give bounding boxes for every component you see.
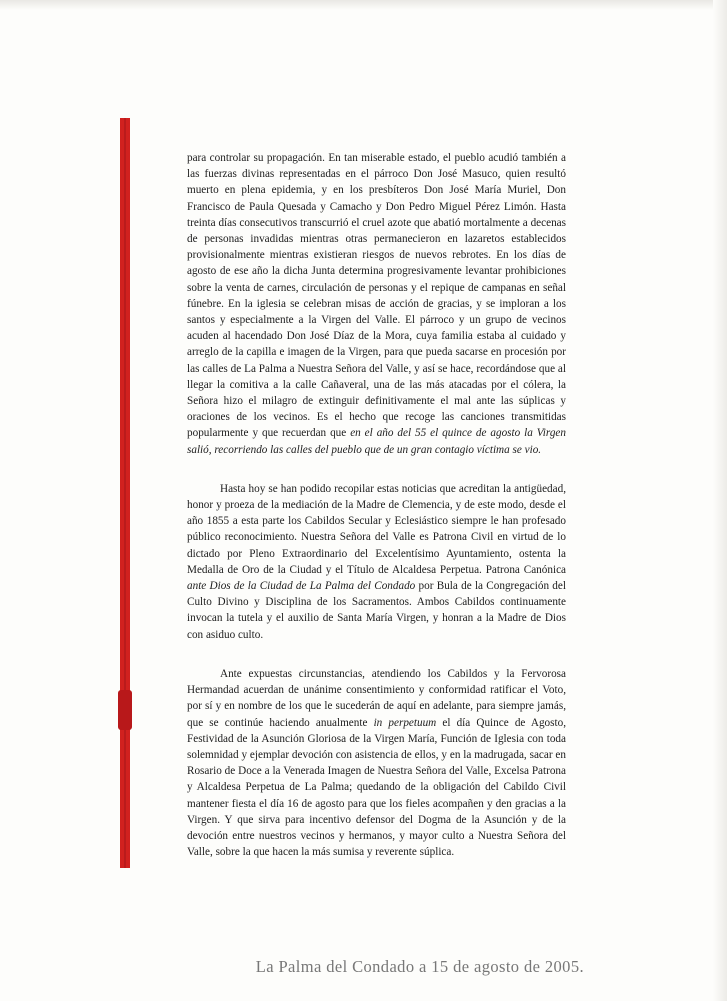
paragraph-1 [187,150,566,458]
page-edge-shadow [0,0,727,10]
paragraph-1-quote: en el año del 55 el quince de agosto la Virgen salió, recorriendo las calles del pueblo que de un gran contagio víctima se vio. [187,427,566,456]
paragraph-3-italic: in perpetuum [373,716,437,729]
paragraph-3 [187,666,566,860]
ribbon-shade [124,118,126,868]
paragraph-1-text: para controlar su propagación. En tan miserable estado, el pueblo acudió también a las fuerzas divinas representadas en el párroco Don José Masuco, quien resultó muerto en plena epidemia, y en los presbíteros Don José María Muriel, Don Francisco de Paula Quesada y Camacho y Don Pedro Miguel Pérez Limón. Hasta treinta días consecutivos transcurrió el cruel azote que abatió mortalmente a decenas de personas invadidas mientras otras permanecieron en lazaretos establecidos provisionalmente mientras existieran riesgos de nuevos rebrotes. En los días de agosto de ese año la dicha Junta determina progresivamente levantar prohibiciones sobre la venta de carnes, circulación de personas y el repique de campanas en señal fúnebre. En la iglesia se celebran misas de acción de gracias, y se imploran a los santos y especialmente a la Virgen del Valle. El párroco y un grupo de vecinos acuden al hacendado Don José Díaz de la Mora, cuya familia estaba al cuidado y arreglo de la capilla e imagen de la Virgen, para que pueda sacarse en procesión por las calles de La Palma a Nuestra Señora del Valle, y así se hace, recordándose que al llegar la comitiva a la calle Cañaveral, una de las más atacadas por el cólera, la Señora hizo el milagro de extinguir definitivamente el mal ante las súplicas y oraciones de los vecinos. Es el hecho que recoge las canciones transmitidas popularmente y que recuerdan que [187,152,566,440]
paragraph-2 [187,481,566,643]
paragraph-3-text-b: el día Quince de Agosto, Festividad de la Asunción Gloriosa de la Virgen María, Función de Iglesia con toda solemnidad y ejemplar devoción con asistencia de ellos, y en la madrugada, sacar en Rosario de Doce a la Venerada Imagen de Nuestra Señora del Valle, Excelsa Patrona y Alcaldesa Perpetua de La Palma; quedando de la obligación del Cabildo Civil mantener fiesta el día 16 de agosto para que los fieles acompañen y den gracias a la Virgen. Y que sirva para incentivo defensor del Dogma de la Asunción y de la devoción entre nuestros vecinos y hermanos, y mayor culto a Nuestra Señora del Valle, sobre la que hacen la más sumisa y reverente súplica. [187,716,567,859]
paragraph-3-text-a: Ante expuestas circunstancias, atendiendo los Cabildos y la Fervorosa Hermandad acuerdan de unánime consentimiento y conformidad ratificar el Voto, por sí y en nombre de los que le sucederán de aquí en adelante, para siempre jamás, que se continúe haciendo anualmente [187,667,566,729]
paragraph-2-text-b: por Bula de la Congregación del Culto Divino y Disciplina de los Sacramentos. Ambos Cabildos continuamente invocan la tutela y el auxilio de Santa María Virgen, y honran a la Madre de Dios con asiduo culto. [187,580,566,641]
ribbon-twist [118,690,132,730]
footer-dateline: La Palma del Condado a 15 de agosto de 2005. [255,957,584,976]
body-text [187,150,566,883]
paragraph-2-text-a: Hasta hoy se han podido recopilar estas noticias que acreditan la antigüedad, honor y proeza de la mediación de la Madre de Clemencia, y de este modo, desde el año 1855 a esta parte los Cabildos Secular y Eclesiástico siempre le han profesado público reconocimiento. Nuestra Señora del Valle es Patrona Civil en virtud de lo dictado por Pleno Extraordinario del Excelentísimo Ayuntamiento, ostenta la Medalla de Oro de la Ciudad y el Título de Alcaldesa Perpetua. Patrona Canónica [187,482,566,576]
paragraph-2-italic: ante Dios de la Ciudad de La Palma del Condado [187,580,416,593]
page-right-shadow [713,0,727,1001]
